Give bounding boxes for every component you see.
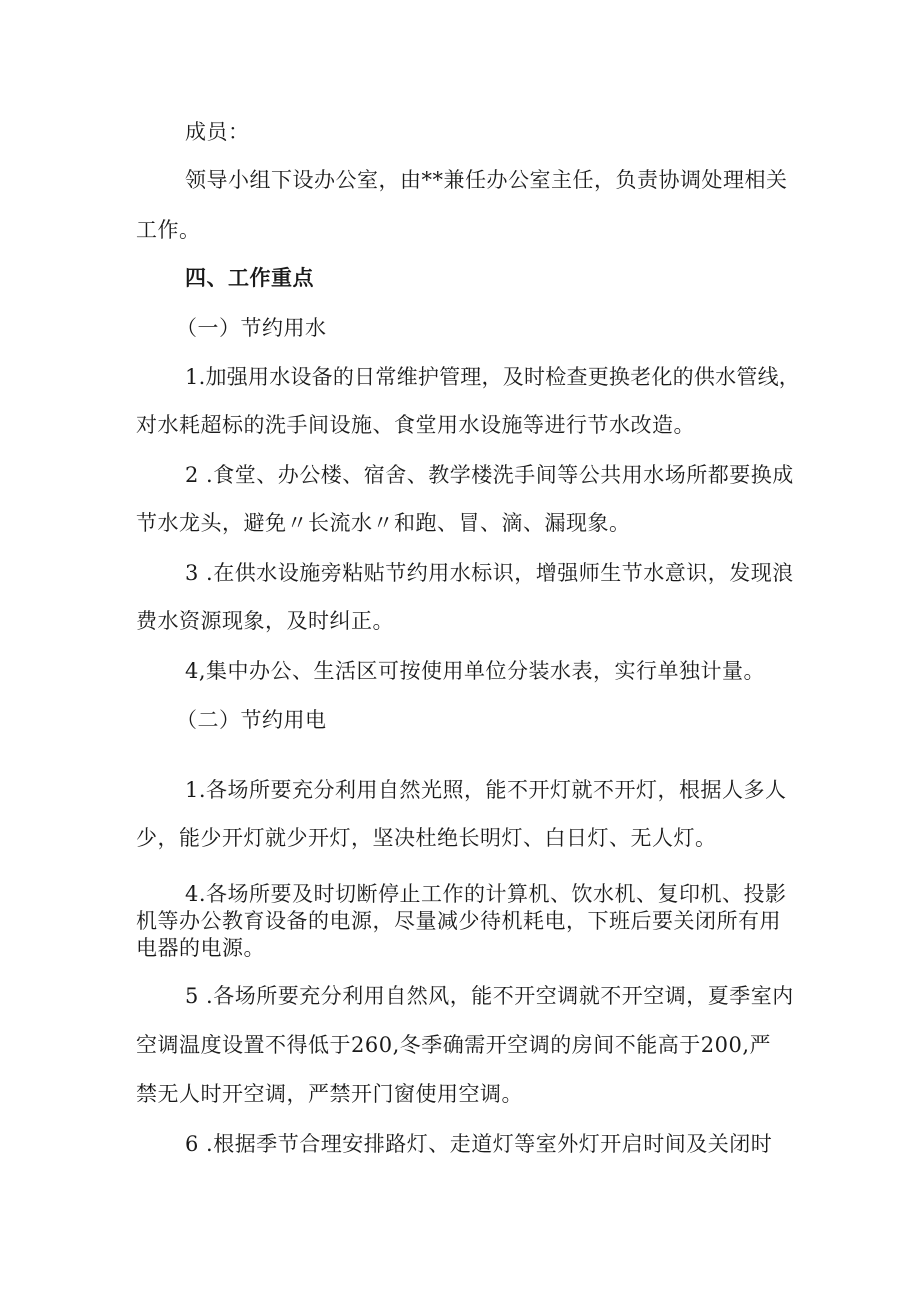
water-item-3-line-2: 费水资源现象，及时纠正。 [136, 609, 394, 633]
water-item-1-line-1: 1.加强用水设备的日常维护管理，及时检查更换老化的供水管线， [185, 365, 801, 389]
water-item-4-line-1: 4,集中办公、生活区可按使用单位分装水表，实行单独计量。 [185, 659, 766, 683]
power-item-3-line-2: 空调温度设置不得低于260,冬季确需开空调的房间不能高于200,严 [136, 1033, 772, 1057]
subsection-2-heading: （二）节约用电 [176, 708, 327, 732]
office-paragraph-line-2: 工作。 [136, 218, 201, 242]
power-item-3-line-3: 禁无人时开空调，严禁开门窗使用空调。 [136, 1082, 523, 1106]
water-item-1-line-2: 对水耗超标的洗手间设施、食堂用水设施等进行节水改造。 [136, 413, 695, 437]
power-item-2-line-2: 机等办公教育设备的电源，尽量减少待机耗电，下班后要关闭所有用 [136, 909, 781, 933]
power-item-2-line-1: 4.各场所要及时切断停止工作的计算机、饮水机、复印机、投影 [185, 882, 787, 906]
power-item-2-line-3: 电器的电源。 [136, 936, 265, 960]
office-paragraph-line-1: 领导小组下设办公室，由**兼任办公室主任，负责协调处理相关 [185, 168, 788, 192]
members-label: 成员： [185, 120, 250, 144]
section-4-heading: 四、工作重点 [185, 265, 314, 290]
subsection-1-heading: （一）节约用水 [176, 316, 327, 340]
power-item-1-line-1: 1.各场所要充分利用自然光照，能不开灯就不开灯，根据人多人 [185, 778, 787, 802]
water-item-2-line-2: 节水龙头，避免〃长流水〃和跑、冒、滴、漏现象。 [136, 511, 631, 535]
power-item-1-line-2: 少，能少开灯就少开灯，坚决杜绝长明灯、白日灯、无人灯。 [136, 826, 717, 850]
power-item-4-line-1: 6 .根据季节合理安排路灯、走道灯等室外灯开启时间及关闭时 [185, 1132, 773, 1156]
power-item-3-line-1: 5 .各场所要充分利用自然风，能不开空调就不开空调，夏季室内 [185, 984, 794, 1008]
water-item-2-line-1: 2 .食堂、办公楼、宿舍、教学楼洗手间等公共用水场所都要换成 [185, 463, 794, 487]
water-item-3-line-1: 3 .在供水设施旁粘贴节约用水标识，增强师生节水意识，发现浪 [185, 561, 794, 585]
